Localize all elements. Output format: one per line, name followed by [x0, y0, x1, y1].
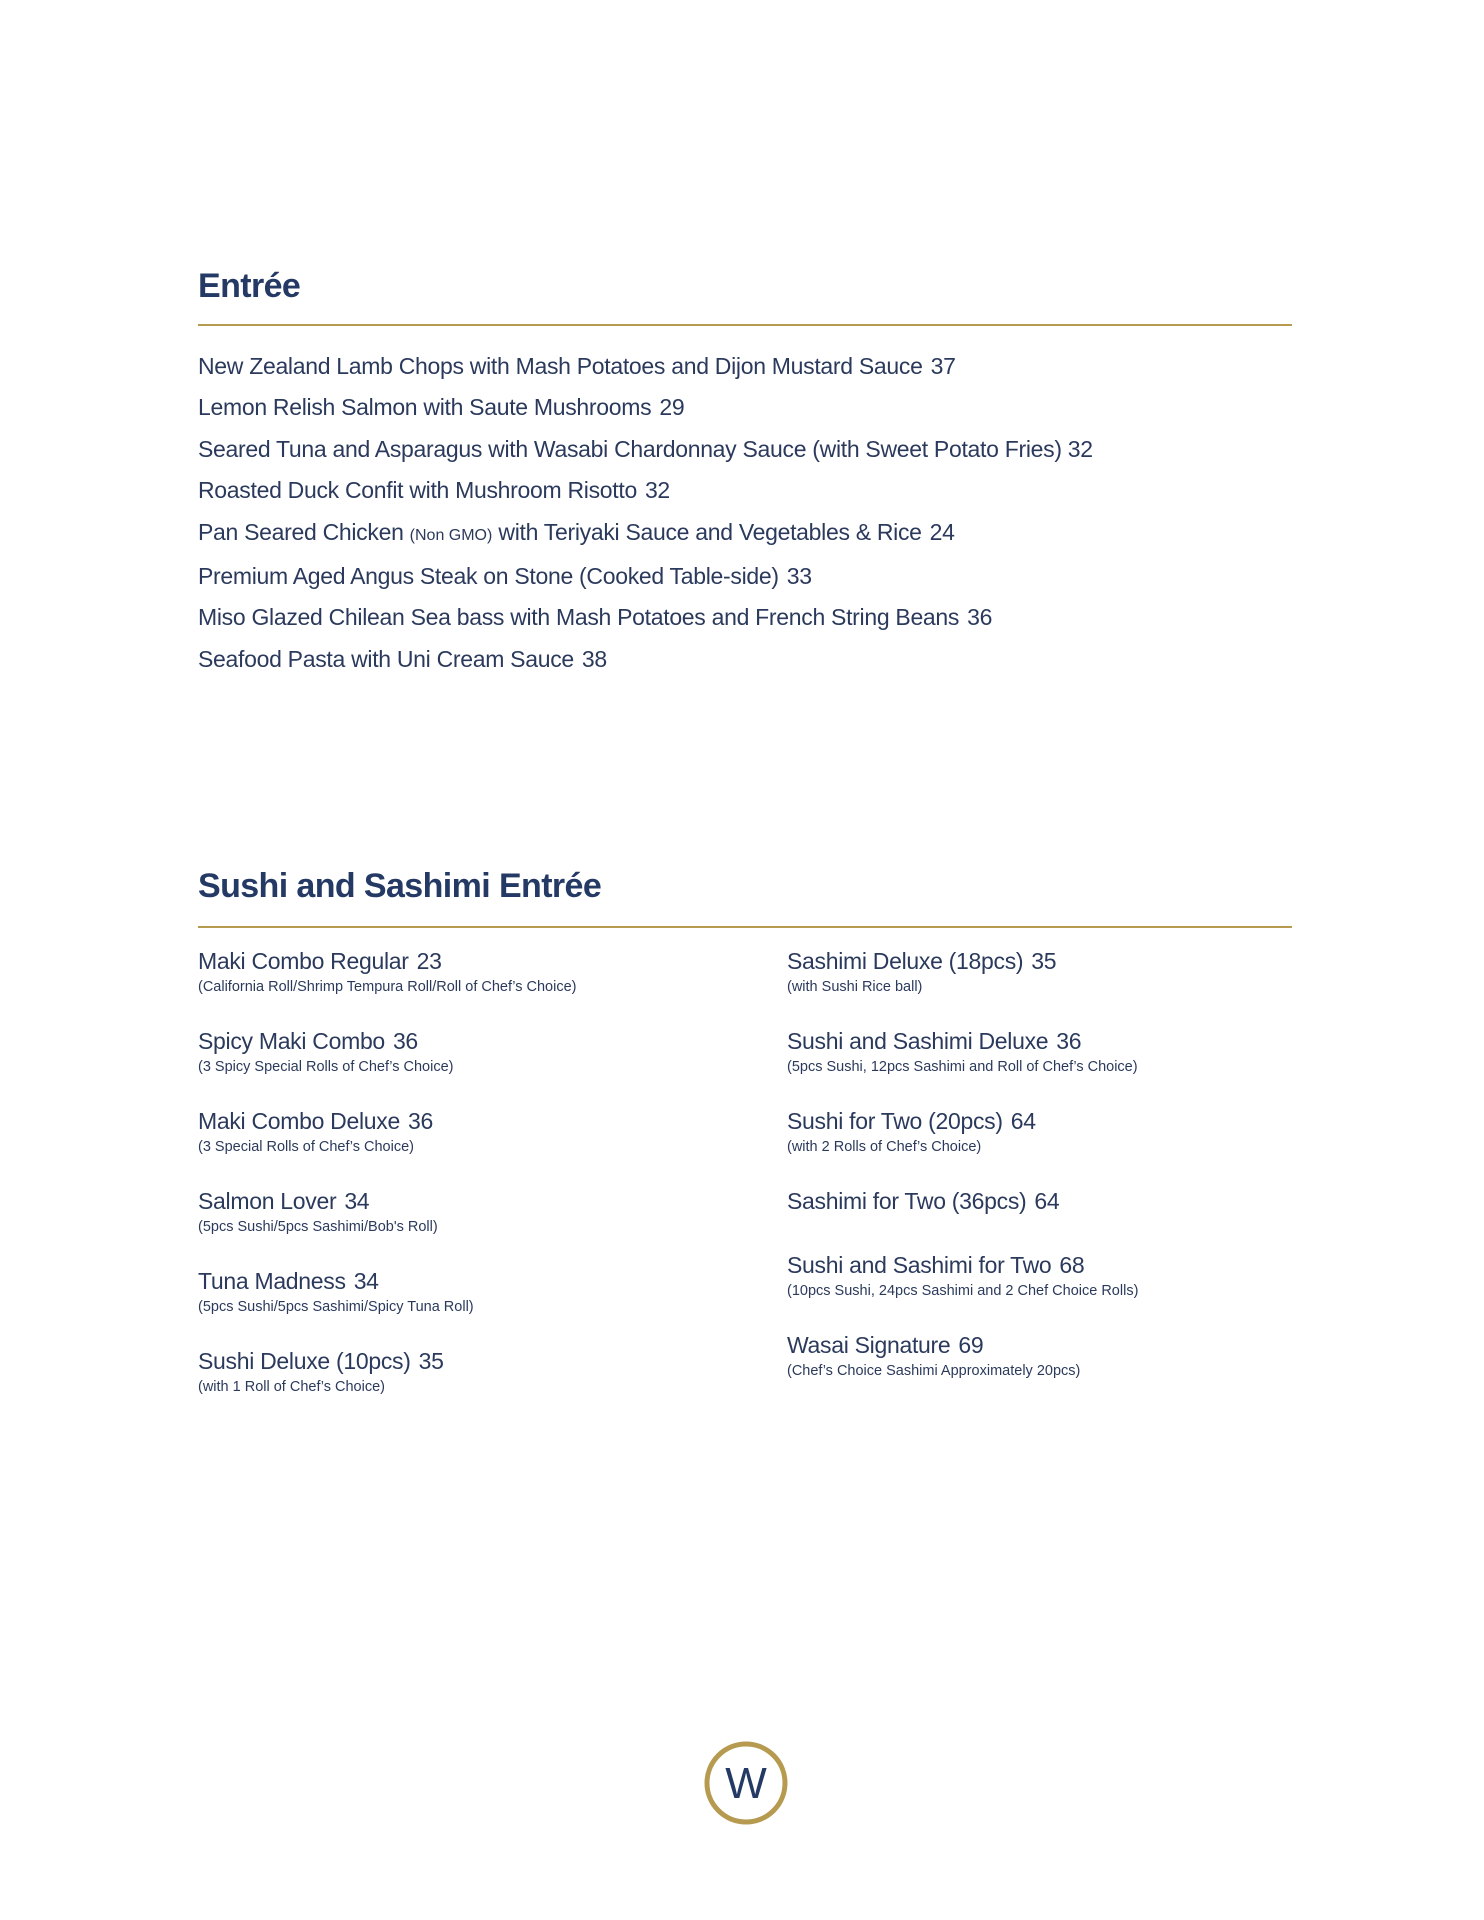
menu-item — [198, 429, 1292, 470]
menu-item — [787, 1026, 1292, 1078]
item-description: (Chef’s Choice Sashimi Approximately 20pcs) — [787, 1363, 1081, 1379]
item-description — [787, 1216, 1292, 1222]
item-price: 64 — [1034, 1188, 1060, 1214]
item-price: 34 — [344, 1188, 370, 1214]
item-name: Spicy Maki Combo — [198, 1028, 385, 1054]
menu-item — [787, 1186, 1292, 1222]
logo-letter: W — [725, 1759, 767, 1808]
item-description: (5pcs Sushi/5pcs Sashimi/Spicy Tuna Roll) — [198, 1299, 474, 1315]
item-description: (with Sushi Rice ball) — [787, 979, 923, 995]
item-name: Seared Tuna and Asparagus with Wasabi Chardonnay Sauce (with Sweet Potato Fries) — [198, 435, 1062, 462]
item-name: Roasted Duck Confit with Mushroom Risotto — [198, 477, 637, 504]
menu-item — [198, 1266, 758, 1318]
item-name: Miso Glazed Chilean Sea bass with Mash Potatoes and French String Beans — [198, 604, 960, 631]
menu-item — [787, 1250, 1292, 1302]
item-price: 36 — [1056, 1028, 1082, 1054]
menu-item — [198, 639, 1292, 680]
entree-section — [198, 266, 1292, 680]
sushi-column-left — [198, 946, 758, 1426]
item-description: (California Roll/Shrimp Tempura Roll/Roll of Chef’s Choice) — [198, 979, 577, 995]
item-name: Pan Seared Chicken — [198, 518, 410, 545]
menu-item — [787, 1106, 1292, 1158]
item-price: 33 — [786, 563, 812, 590]
item-price: 29 — [659, 394, 685, 421]
entree-list — [198, 346, 1292, 680]
item-price: 34 — [353, 1268, 379, 1294]
sushi-section — [198, 866, 1292, 1466]
item-name: Sashimi Deluxe (18pcs) — [787, 948, 1024, 974]
item-price: 23 — [416, 948, 442, 974]
item-price: 24 — [929, 518, 955, 545]
item-name: Maki Combo Regular — [198, 948, 409, 974]
menu-item — [198, 470, 1292, 511]
item-name-continued: with Teriyaki Sauce and Vegetables & Rice — [492, 518, 922, 545]
item-description: (5pcs Sushi/5pcs Sashimi/Bob's Roll) — [198, 1219, 438, 1235]
item-name: Sushi for Two (20pcs) — [787, 1108, 1003, 1134]
item-price: 32 — [1067, 435, 1093, 462]
item-price: 36 — [967, 604, 993, 631]
item-price: 69 — [958, 1332, 984, 1358]
item-name: Maki Combo Deluxe — [198, 1108, 400, 1134]
item-name: Tuna Madness — [198, 1268, 346, 1294]
menu-item — [198, 1346, 758, 1398]
section-title-entree: Entrée — [198, 267, 301, 305]
section-divider — [198, 324, 1292, 326]
sushi-column-right — [787, 946, 1292, 1410]
item-note: (Non GMO) — [409, 526, 493, 544]
item-name: Sashimi for Two (36pcs) — [787, 1188, 1027, 1214]
item-name: Lemon Relish Salmon with Saute Mushrooms — [198, 394, 652, 421]
item-description: (10pcs Sushi, 24pcs Sashimi and 2 Chef Choice Rolls) — [787, 1283, 1139, 1299]
item-name: Seafood Pasta with Uni Cream Sauce — [198, 645, 574, 672]
item-price: 36 — [392, 1028, 418, 1054]
restaurant-logo — [703, 1740, 789, 1826]
menu-item — [787, 946, 1292, 998]
item-name: Sushi and Sashimi Deluxe — [787, 1028, 1049, 1054]
item-name: Premium Aged Angus Steak on Stone (Cooked Table-side) — [198, 563, 779, 590]
item-price: 38 — [581, 645, 607, 672]
item-price: 37 — [930, 353, 956, 379]
section-divider — [198, 926, 1292, 928]
menu-item — [198, 387, 1292, 428]
item-price: 32 — [644, 477, 670, 504]
menu-item — [198, 346, 1292, 387]
menu-item — [198, 946, 758, 998]
item-name: Salmon Lover — [198, 1188, 337, 1214]
menu-item — [198, 556, 1292, 597]
item-price: 35 — [1031, 948, 1057, 974]
item-name: Wasai Signature — [787, 1332, 951, 1358]
item-description: (with 2 Rolls of Chef’s Choice) — [787, 1139, 982, 1155]
item-name: Sushi Deluxe (10pcs) — [198, 1348, 411, 1374]
item-price: 68 — [1059, 1252, 1085, 1278]
item-description: (with 1 Roll of Chef’s Choice) — [198, 1379, 385, 1395]
sushi-columns — [198, 946, 1292, 1466]
menu-item — [198, 1026, 758, 1078]
item-name: New Zealand Lamb Chops with Mash Potatoes and Dijon Mustard Sauce — [198, 353, 923, 379]
item-name: Sushi and Sashimi for Two — [787, 1252, 1052, 1278]
menu-item — [198, 597, 1292, 638]
item-description: (3 Spicy Special Rolls of Chef’s Choice) — [198, 1059, 454, 1075]
item-description: (5pcs Sushi, 12pcs Sashimi and Roll of Chef’s Choice) — [787, 1059, 1138, 1075]
section-title-sushi: Sushi and Sashimi Entrée — [198, 867, 602, 905]
item-price: 36 — [407, 1108, 433, 1134]
menu-item — [198, 512, 1292, 556]
item-price: 35 — [418, 1348, 444, 1374]
menu-item — [787, 1330, 1292, 1382]
item-price: 64 — [1010, 1108, 1036, 1134]
menu-item — [198, 1186, 758, 1238]
menu-item — [198, 1106, 758, 1158]
item-description: (3 Special Rolls of Chef’s Choice) — [198, 1139, 414, 1155]
